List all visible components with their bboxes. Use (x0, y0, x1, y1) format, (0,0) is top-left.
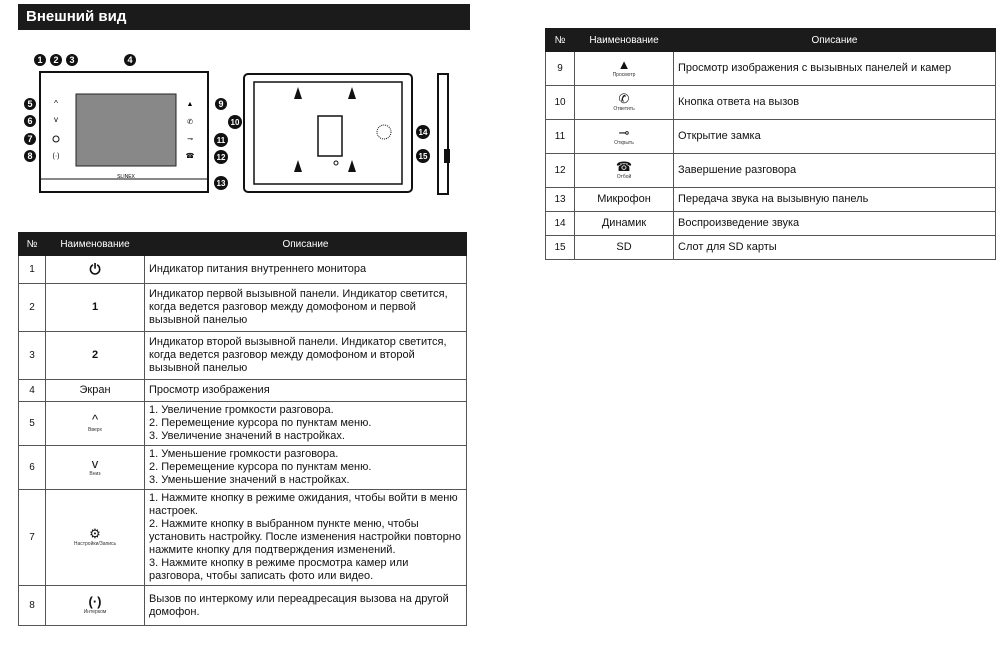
svg-text:8: 8 (27, 151, 33, 161)
svg-text:12: 12 (216, 153, 226, 162)
svg-text:13: 13 (216, 179, 226, 188)
svg-text:14: 14 (418, 128, 428, 137)
table-row: 15 SD Слот для SD карты (546, 236, 996, 260)
left-spec-table (18, 232, 467, 626)
table-row: 4 Экран Просмотр изображения (19, 380, 467, 402)
table-row: 5 ^ Вверх 1. Увеличение громкости разговора. 2. Перемещение курсора по пунктам меню. 3. Увеличение значений в настройках. (19, 402, 467, 446)
svg-text:10: 10 (230, 118, 240, 127)
svg-text:^: ^ (54, 99, 58, 108)
svg-text:7: 7 (27, 134, 33, 144)
screen-area (76, 94, 176, 166)
svg-text:✆: ✆ (187, 119, 193, 126)
svg-text:▲: ▲ (186, 101, 194, 108)
up-arrow-icon: ^ (91, 412, 99, 427)
svg-text:2: 2 (53, 55, 59, 65)
table-row: 9 ▲ Просмотр Просмотр изображения с вызывных панелей и камер (546, 52, 996, 86)
svg-text:(·): (·) (52, 153, 60, 160)
power-icon: ⏻ (46, 256, 145, 284)
answer-icon: ✆ (618, 91, 630, 106)
intercom-icon: (·) (88, 594, 102, 609)
brand-logo: SLINEX (117, 174, 135, 180)
table-row: 8 (·) Интерком Вызов по интеркому или переадресация вызова на другой домофон. (19, 586, 467, 626)
view-icon: ▲ (617, 57, 631, 72)
device-diagram (18, 44, 468, 204)
col-name: Наименование (46, 233, 145, 256)
svg-text:⊸: ⊸ (187, 136, 193, 143)
svg-text:9: 9 (218, 99, 224, 109)
table-row: 12 ☎ Отбой Завершение разговора (546, 154, 996, 188)
hangup-icon: ☎ (615, 159, 633, 174)
table-row: 13 Микрофон Передача звука на вызывную панель (546, 188, 996, 212)
table-row: 7 ⚙ Настройки/Запись 1. Нажмите кнопку в режиме ожидания, чтобы войти в меню настроек. 2. Нажмите кнопку в выбранном пункте меню, чтобы установить настройку. После изменения настройки повторно нажмите кнопку для подтверждения изменений. 3. Нажмите кнопку в режиме просмотра камер или разговора, чтобы записать фото или видео. (19, 490, 467, 586)
svg-text:1: 1 (37, 55, 43, 65)
front-view (40, 72, 208, 192)
svg-text:v: v (54, 115, 58, 124)
col-num: № (19, 233, 46, 256)
svg-text:☎: ☎ (185, 153, 195, 160)
gear-icon: ⚙ (89, 526, 101, 541)
table-row: 3 2 Индикатор второй вызывной панели. Индикатор светится, когда ведется разговор между домофоном и второй вызывной панелью (19, 332, 467, 380)
col-name: Наименование (575, 29, 674, 52)
svg-text:15: 15 (418, 152, 428, 161)
col-desc: Описание (674, 29, 996, 52)
col-num: № (546, 29, 575, 52)
table-row: 10 ✆ Ответить Кнопка ответа на вызов (546, 86, 996, 120)
svg-text:6: 6 (27, 116, 33, 126)
table-row: 14 Динамик Воспроизведение звука (546, 212, 996, 236)
right-spec-table (545, 28, 996, 260)
down-arrow-icon: v (91, 456, 99, 471)
table-row: 1 ⏻ Индикатор питания внутреннего монитора (19, 256, 467, 284)
svg-text:3: 3 (69, 55, 75, 65)
svg-text:4: 4 (127, 55, 133, 65)
svg-text:11: 11 (216, 136, 226, 145)
table-row: 2 1 Индикатор первой вызывной панели. Индикатор светится, когда ведется разговор между домофоном и первой вызывной панелью (19, 284, 467, 332)
col-desc: Описание (145, 233, 467, 256)
section-title: Внешний вид (18, 4, 470, 30)
table-row: 11 ⊸ Открыть Открытие замка (546, 120, 996, 154)
table-row: 6 v Вниз 1. Уменьшение громкости разговора. 2. Перемещение курсора по пунктам меню. 3. Уменьшение значений в настройках. (19, 446, 467, 490)
svg-text:5: 5 (27, 99, 33, 109)
back-view (244, 74, 412, 192)
key-icon: ⊸ (618, 125, 630, 140)
side-view (438, 74, 450, 194)
